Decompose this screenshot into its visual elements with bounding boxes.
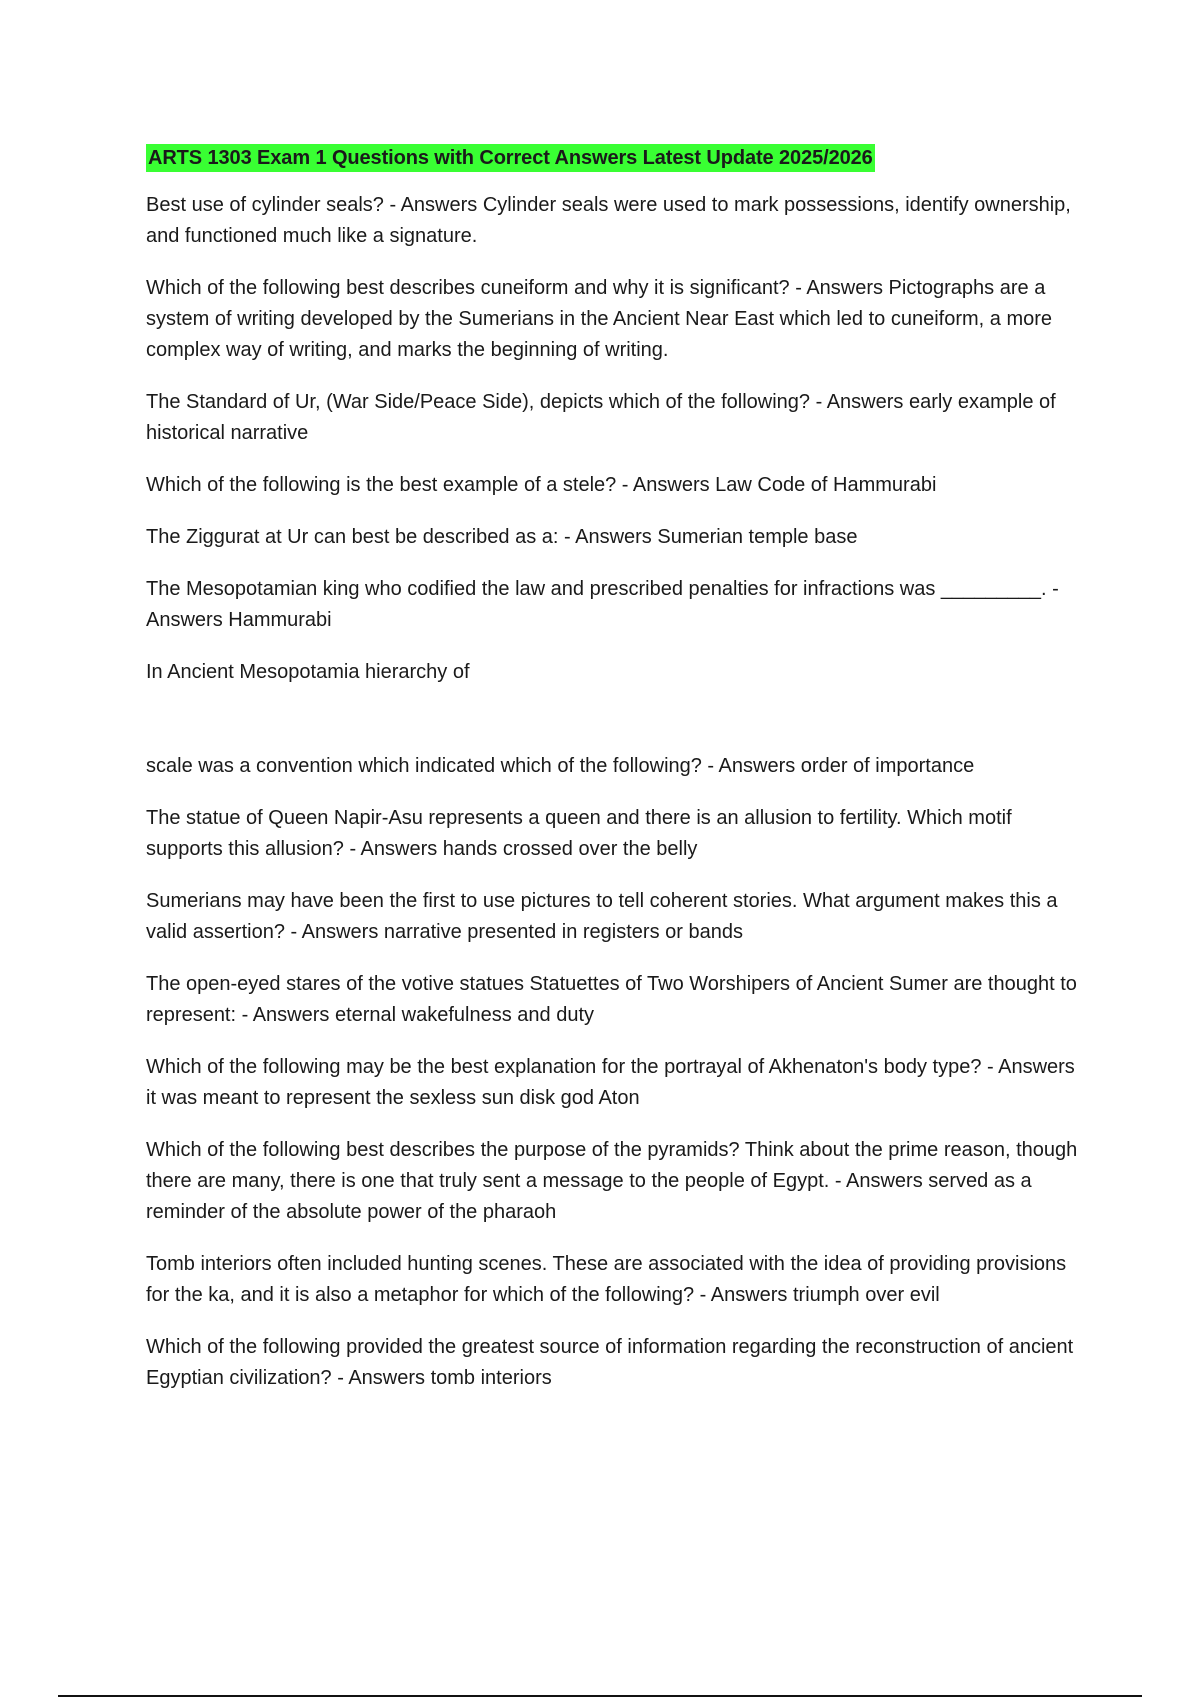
qa-item: Which of the following provided the greatest source of information regarding the reconstruction of ancient Egyptian civilization? - Answers tomb interiors (146, 1336, 1074, 1389)
qa-item: Which of the following best describes cuneiform and why it is significant? - Answers Pictographs are a system of writing developed by the Sumerians in the Ancient Near East which led to cuneiform, a more complex way of writing, and marks the beginning of writing. (146, 277, 1053, 361)
qa-item: Which of the following best describes the purpose of the pyramids? Think about the prime reason, though there are many, there is one that truly sent a message to the people of Egypt. - Answers served as a reminder of the absolute power of the pharaoh (146, 1139, 1078, 1223)
qa-item: Which of the following may be the best explanation for the portrayal of Akhenaton's body type? - Answers it was meant to represent the sexless sun disk god Aton (146, 1056, 1075, 1109)
document-content (146, 144, 1086, 1415)
qa-item: The Standard of Ur, (War Side/Peace Side), depicts which of the following? - Answers early example of historical narrative (146, 391, 1056, 444)
qa-item: Best use of cylinder seals? - Answers Cylinder seals were used to mark possessions, identify ownership, and functioned much like a signature. (146, 194, 1071, 247)
bottom-divider (58, 1695, 1142, 1697)
qa-item: The open-eyed stares of the votive statues Statuettes of Two Worshipers of Ancient Sumer are thought to represent: - Answers eternal wakefulness and duty (146, 973, 1077, 1026)
qa-item: The Ziggurat at Ur can best be described as a: - Answers Sumerian temple base (146, 526, 858, 548)
document-title: ARTS 1303 Exam 1 Questions with Correct Answers Latest Update 2025/2026 (146, 144, 875, 172)
qa-item: Tomb interiors often included hunting scenes. These are associated with the idea of providing provisions for the ka, and it is also a metaphor for which of the following? - Answers triumph over evil (146, 1253, 1067, 1306)
qa-item: Which of the following is the best example of a stele? - Answers Law Code of Hammurabi (146, 474, 937, 496)
page-break-gap (146, 709, 1086, 751)
qa-item: The statue of Queen Napir-Asu represents a queen and there is an allusion to fertility. Which motif supports this allusion? - Answers hands crossed over the belly (146, 807, 1012, 860)
qa-item: scale was a convention which indicated which of the following? - Answers order of importance (146, 755, 975, 777)
qa-item: In Ancient Mesopotamia hierarchy of (146, 661, 470, 683)
qa-item: Sumerians may have been the first to use pictures to tell coherent stories. What argument makes this a valid assertion? - Answers narrative presented in registers or bands (146, 890, 1058, 943)
qa-item: The Mesopotamian king who codified the law and prescribed penalties for infractions was _________. - Answers Hammurabi (146, 578, 1059, 631)
